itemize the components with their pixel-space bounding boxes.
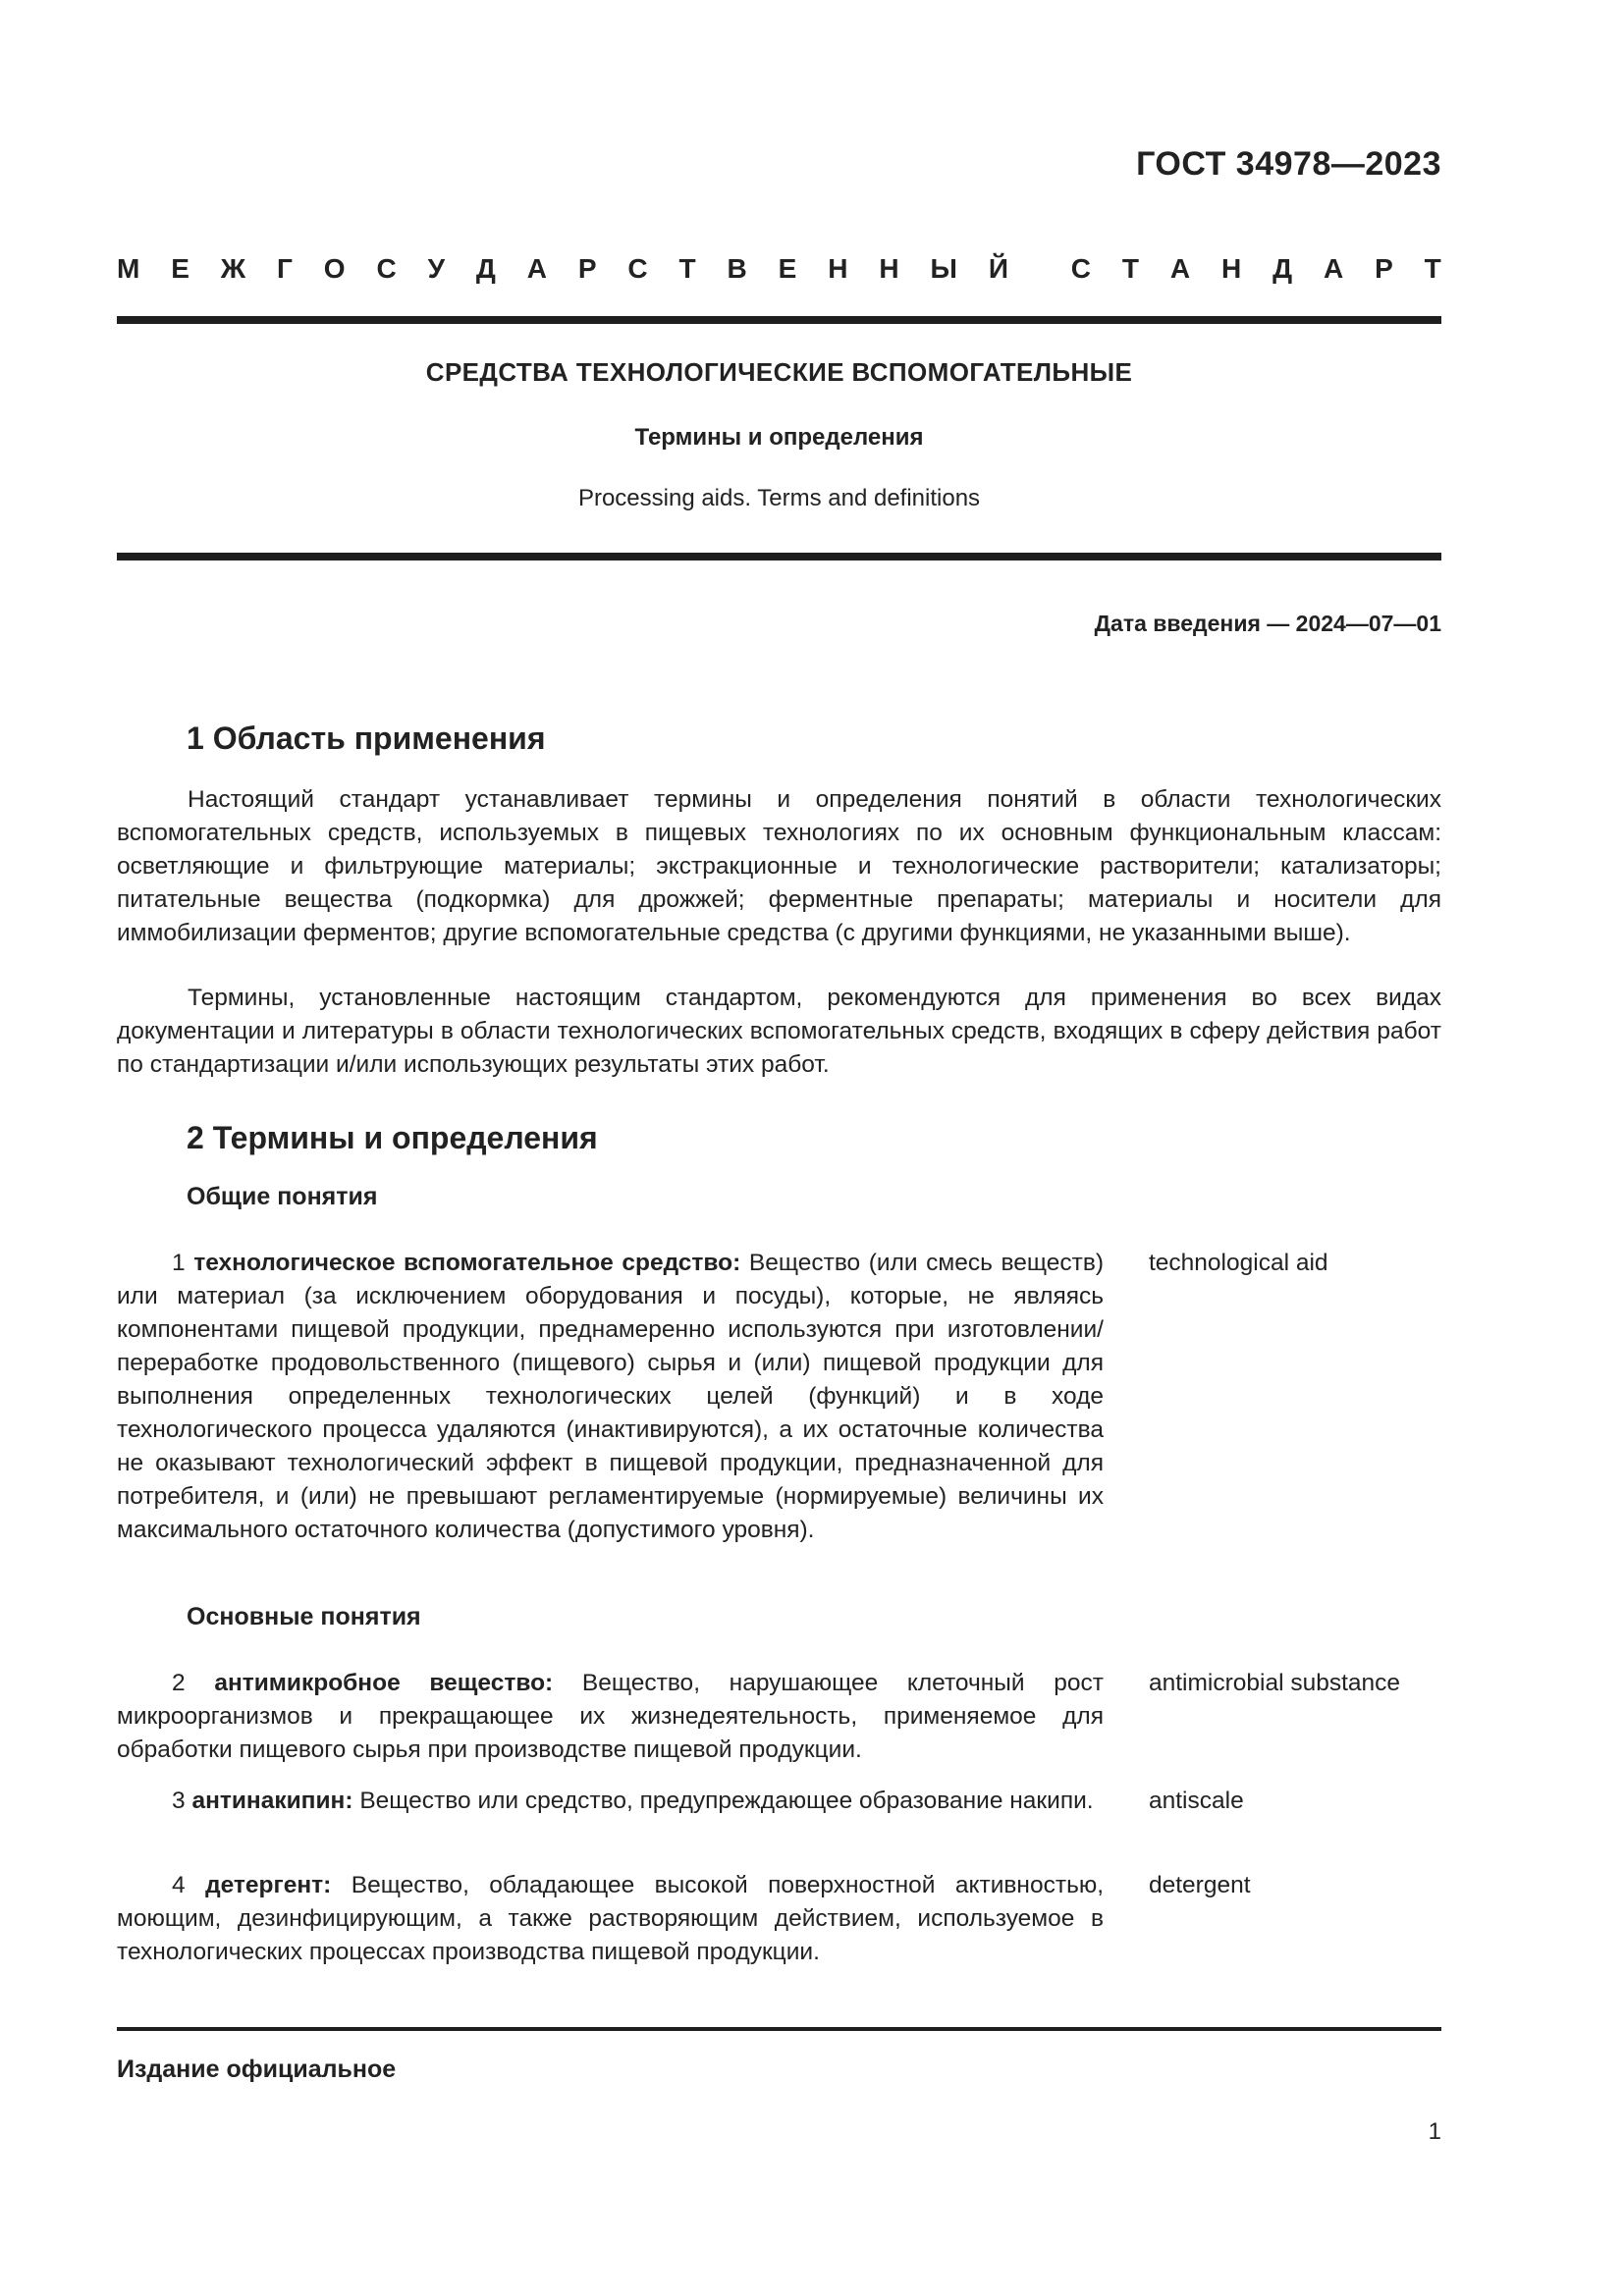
interstate-standard-header xyxy=(117,253,1441,285)
header-letter: Р xyxy=(1375,253,1393,284)
term-definition: Вещество, нарушающее клеточный рост микроорганизмов и прекращающее их жизнедеятельность, применяемое для обработки пищевого сырья при производстве пищевой продукции. xyxy=(117,1670,1104,1763)
term-number: 2 xyxy=(172,1670,186,1696)
section-1-heading: 1 Область применения xyxy=(187,721,546,756)
section-2-heading: 2 Термины и определения xyxy=(187,1120,598,1155)
header-letter: Д xyxy=(475,253,496,284)
term-english: antiscale xyxy=(1149,1788,1244,1814)
header-letter: С xyxy=(1070,253,1091,284)
term-english: antimicrobial substance xyxy=(1149,1670,1401,1696)
gost-number: ГОСТ 34978—2023 xyxy=(1136,145,1441,183)
header-letter: С xyxy=(627,253,648,284)
term-number: 3 xyxy=(172,1788,186,1814)
page-number: 1 xyxy=(1428,2118,1441,2145)
header-letter: Н xyxy=(1220,253,1242,284)
term-name: технологическое вспомогательное средство: xyxy=(193,1250,741,1276)
header-letter: Д xyxy=(1272,253,1293,284)
section-1-paragraph-1: Настоящий стандарт устанавливает термины и определения понятий в области технологических вспомогательных средств, используемых в пищевых технологиях по их основным функциональным классам: осветляющие и фильтрующие материалы; экстракционные и технологические растворители; катализаторы; питательные вещества (подкормка) для дрожжей; ферментные препараты; материалы и носители для иммобилизации ферментов; другие вспомогательные средства (с другими функциями, не указанными выше). xyxy=(117,786,1441,946)
header-letter: В xyxy=(727,253,747,284)
section-1-paragraph-2: Термины, установленные настоящим стандартом, рекомендуются для применения во всех видах документации и литературы в области технологических вспомогательных средств, входящих в сферу действия работ по стандартизации и/или использующих результаты этих работ. xyxy=(117,985,1441,1078)
term-entry xyxy=(117,1785,1104,1818)
term-number: 4 xyxy=(172,1872,186,1898)
header-letter: О xyxy=(323,253,346,284)
term-number: 1 xyxy=(172,1250,186,1276)
document-title: СРЕДСТВА ТЕХНОЛОГИЧЕСКИЕ ВСПОМОГАТЕЛЬНЫЕ xyxy=(425,357,1133,387)
header-letter: Ж xyxy=(220,253,246,284)
header-letter: Ы xyxy=(930,253,957,284)
title-rule xyxy=(117,553,1441,561)
term-definition: Вещество или средство, предупреждающее образование накипи. xyxy=(359,1788,1094,1814)
header-letter: Й xyxy=(988,253,1008,284)
term-name: антинакипин: xyxy=(191,1788,353,1814)
header-letter: М xyxy=(117,253,140,284)
header-letter: Е xyxy=(171,253,189,284)
header-letter: Г xyxy=(277,253,293,284)
term-english: detergent xyxy=(1149,1872,1251,1898)
header-letter: А xyxy=(526,253,547,284)
header-rule xyxy=(117,316,1441,324)
header-letter: Т xyxy=(678,253,696,284)
header-letter: Р xyxy=(577,253,597,284)
group-heading-general: Общие понятия xyxy=(187,1183,378,1210)
header-letter: Т xyxy=(1424,253,1441,284)
term-name: детергент: xyxy=(205,1872,332,1898)
term-name: антимикробное вещество: xyxy=(214,1670,554,1696)
group-heading-basic: Основные понятия xyxy=(187,1603,421,1630)
header-letter: Н xyxy=(879,253,899,284)
term-entry xyxy=(117,1247,1104,1547)
header-letter: А xyxy=(1169,253,1191,284)
header-letter: Е xyxy=(778,253,797,284)
header-letter: С xyxy=(376,253,397,284)
term-entry xyxy=(117,1869,1104,1969)
english-title: Processing aids. Terms and definitions xyxy=(577,485,981,511)
header-letter: У xyxy=(427,253,445,284)
official-edition-label: Издание официальное xyxy=(117,2056,397,2083)
term-english: technological aid xyxy=(1149,1250,1328,1276)
term-definition: Вещество (или смесь веществ) или материал (за исключением оборудования и посуды), которые, не являясь компонентами пищевой продукции, преднамеренно используются при изготовлении/переработке продовольственного (пищевого) сырья и (или) пищевой продукции для выполнения определенных технологических целей (функций) и в ходе технологического процесса удаляются (инактивируются), а их остаточные количества не оказывают технологический эффект в пищевой продукции, предназначенной для потребителя, и (или) не превышают регламентируемые (нормируемые) величины их максимального остаточного количества (допустимого уровня). xyxy=(117,1250,1104,1543)
footer-rule xyxy=(117,2027,1441,2031)
header-letter: Т xyxy=(1121,253,1139,284)
document-subtitle: Термины и определения xyxy=(634,424,924,451)
introduction-date: Дата введения — 2024—07—01 xyxy=(1094,611,1441,636)
term-entry xyxy=(117,1667,1104,1767)
term-definition: Вещество, обладающее высокой поверхностной активностью, моющим, дезинфицирующим, а также растворяющим действием, используемое в технологических процессах производства пищевой продукции. xyxy=(117,1872,1105,1965)
header-letter: А xyxy=(1323,253,1344,284)
header-letter: Н xyxy=(828,253,848,284)
